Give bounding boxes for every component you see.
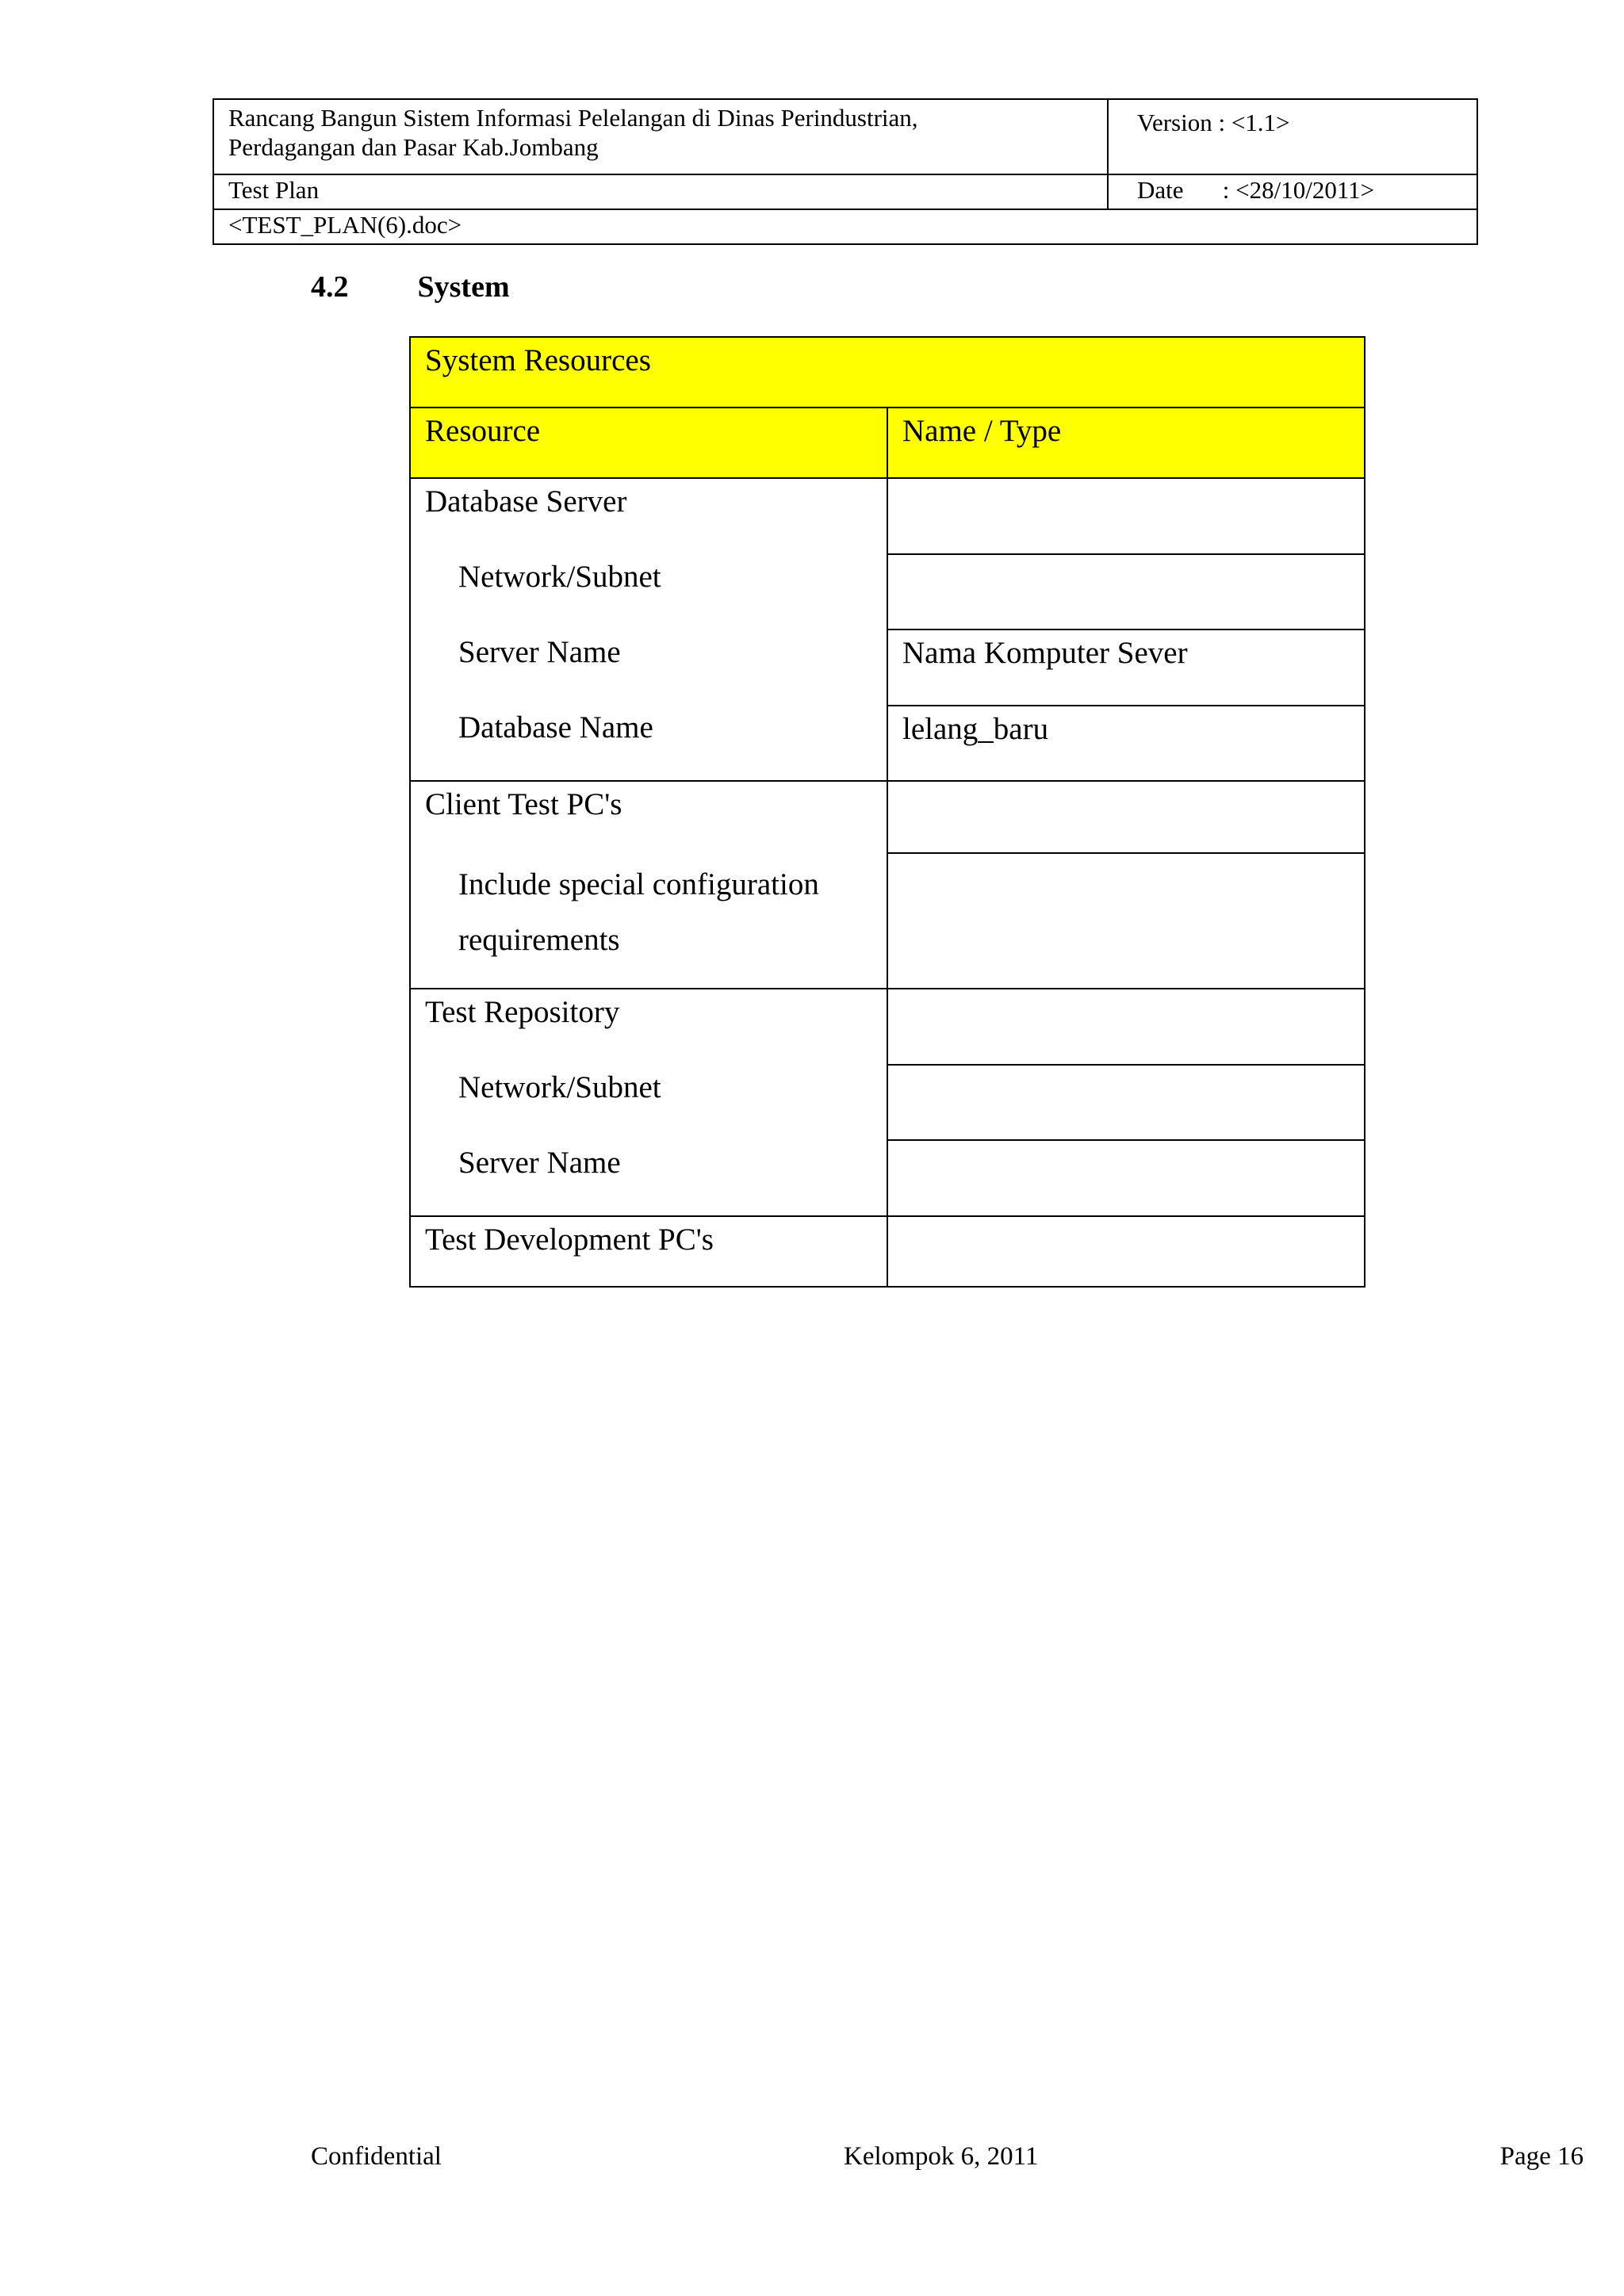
table-title: System Resources (410, 337, 1365, 408)
value-cell (887, 781, 1365, 853)
project-title-line-1: Rancang Bangun Sistem Informasi Pelelangan di Dinas Perindustrian, (228, 104, 918, 132)
value-cell (887, 853, 1365, 989)
date-value: <28/10/2011> (1235, 176, 1375, 204)
value-cell (887, 478, 1365, 554)
value-cell (887, 989, 1365, 1065)
date-label: Date (1137, 176, 1184, 204)
resource-group-test-repository (410, 989, 887, 1216)
section-title: System (417, 270, 510, 304)
project-title (213, 99, 1108, 174)
project-title-line-2: Perdagangan dan Pasar Kab.Jombang (228, 133, 599, 162)
footer-page-number: Page 16 (1500, 2142, 1584, 2171)
doc-type: Test Plan (213, 174, 1108, 209)
date-cell (1108, 174, 1477, 209)
value-cell (887, 1140, 1365, 1216)
resource-item: Network/Subnet (458, 1070, 661, 1104)
version-label: Version : (1137, 109, 1226, 136)
resource-name: Client Test PC's (425, 787, 622, 821)
section-heading (311, 270, 510, 304)
resource-item: Include special configuration requirements (458, 867, 819, 957)
value-cell (887, 1065, 1365, 1141)
date-separator: : (1222, 176, 1230, 204)
resource-name: Test Repository (425, 995, 620, 1029)
system-resources-table (409, 336, 1365, 1288)
resource-item: Server Name (458, 635, 621, 669)
column-header-name-type: Name / Type (887, 408, 1365, 478)
resource-group-test-development-pcs: Test Development PC's (410, 1216, 887, 1287)
resource-group-client-test-pcs (410, 781, 887, 989)
value-cell (887, 554, 1365, 630)
value-cell-server-name: Nama Komputer Sever (887, 629, 1365, 706)
value-cell (887, 1216, 1365, 1287)
resource-item: Database Name (458, 710, 653, 744)
footer-group: Kelompok 6, 2011 (844, 2142, 1039, 2171)
resource-item: Server Name (458, 1146, 621, 1180)
resource-name: Database Server (425, 484, 627, 519)
footer-confidential: Confidential (311, 2142, 442, 2171)
document-header (213, 98, 1478, 245)
value-cell-database-name: lelang_baru (887, 706, 1365, 782)
resource-group-database-server (410, 478, 887, 781)
column-header-resource: Resource (410, 408, 887, 478)
section-number: 4.2 (311, 270, 349, 304)
file-name: <TEST_PLAN(6).doc> (213, 209, 1477, 244)
version-value: <1.1> (1231, 109, 1290, 136)
version-cell (1108, 99, 1477, 174)
resource-item: Network/Subnet (458, 560, 661, 594)
